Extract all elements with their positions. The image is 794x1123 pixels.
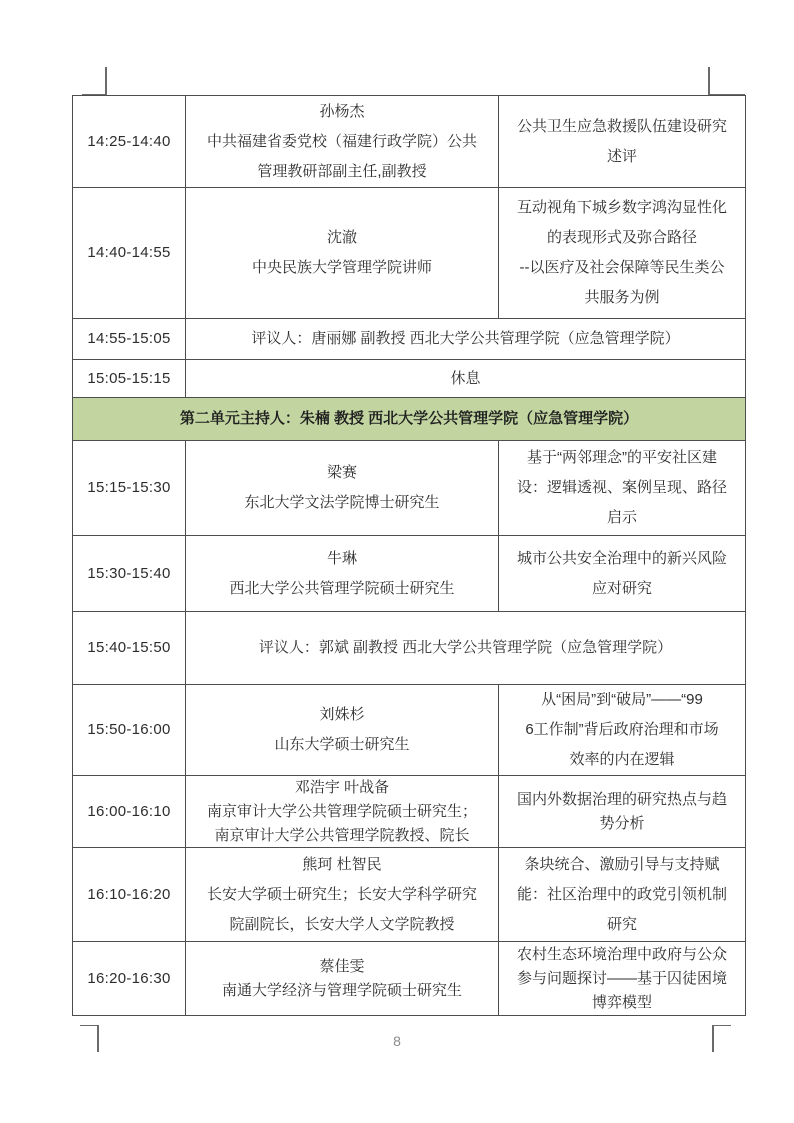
time-cell: 15:40-15:50 (73, 612, 186, 685)
title-line: 基于“两邻理念”的平安社区建 (527, 449, 717, 466)
schedule-row (73, 685, 746, 776)
schedule-row (73, 188, 746, 319)
speaker-cell (186, 188, 499, 319)
title-line: 从“困局”到“破局”——“99 (541, 691, 703, 708)
schedule-row (73, 360, 746, 398)
speaker-name: 沈澈 (326, 229, 357, 246)
schedule-row (73, 612, 746, 685)
speaker-affiliation-line: 中央民族大学管理学院讲师 (251, 259, 432, 276)
session-header-row (73, 398, 746, 441)
title-cell (499, 942, 746, 1016)
crop-mark-top-left (82, 67, 107, 95)
merged-cell: 评议人：唐丽娜 副教授 西北大学公共管理学院（应急管理学院） (186, 319, 746, 360)
merged-cell: 评议人：郭斌 副教授 西北大学公共管理学院（应急管理学院） (186, 612, 746, 685)
speaker-cell (186, 942, 499, 1016)
title-line: 博弈模型 (591, 993, 652, 1011)
speaker-name: 刘姝杉 (319, 706, 365, 723)
title-cell (499, 441, 746, 536)
speaker-affiliation-line: 西北大学公共管理学院硕士研究生 (229, 579, 455, 597)
title-line: 共服务为例 (584, 289, 660, 306)
speaker-name: 蔡佳雯 (319, 957, 365, 975)
speaker-affiliation-line: 中共福建省委党校（福建行政学院）公共 (206, 132, 477, 150)
title-cell (499, 776, 746, 848)
title-line: 农村生态环境治理中政府与公众 (516, 945, 727, 963)
title-line: 6工作制”背后政府治理和市场 (525, 721, 719, 738)
schedule-row (73, 96, 746, 188)
time-cell: 16:20-16:30 (73, 942, 186, 1016)
title-line: 能：社区治理中的政党引领机制 (516, 885, 727, 903)
title-line: --以医疗及社会保障等民生类公 (519, 259, 725, 276)
time-cell: 14:40-14:55 (73, 188, 186, 319)
schedule-row (73, 441, 746, 536)
speaker-cell (186, 685, 499, 776)
time-cell: 15:50-16:00 (73, 685, 186, 776)
title-line: 互动视角下城乡数字鸿沟显性化 (516, 199, 727, 216)
title-cell (499, 848, 746, 942)
title-line: 城市公共安全治理中的新兴风险 (516, 549, 727, 567)
title-cell (499, 188, 746, 319)
speaker-affiliation-line: 南京审计大学公共管理学院硕士研究生； (206, 802, 477, 820)
page-number: 8 (393, 1033, 401, 1049)
speaker-name: 熊珂 杜智民 (302, 855, 382, 873)
title-line: 启示 (606, 509, 637, 526)
speaker-affiliation-line: 东北大学文法学院博士研究生 (244, 494, 440, 511)
schedule-row (73, 776, 746, 848)
speaker-cell (186, 536, 499, 612)
title-line: 效率的内在逻辑 (569, 751, 675, 768)
time-cell: 14:25-14:40 (73, 96, 186, 188)
speaker-cell (186, 441, 499, 536)
session-chair-cell: 第二单元主持人：朱楠 教授 西北大学公共管理学院（应急管理学院） (73, 398, 746, 441)
speaker-name: 孙杨杰 (319, 102, 365, 120)
speaker-affiliation-line: 南通大学经济与管理学院硕士研究生 (221, 981, 462, 999)
time-cell: 14:55-15:05 (73, 319, 186, 360)
speaker-affiliation-line: 长安大学硕士研究生；长安大学科学研究 (206, 885, 477, 903)
title-line: 公共卫生应急救援队伍建设研究 (516, 117, 727, 135)
crop-mark-top-right (708, 67, 745, 95)
schedule-row (73, 848, 746, 942)
title-line: 参与问题探讨——基于囚徒困境 (516, 969, 727, 987)
title-line: 条块统合、激励引导与支持赋 (524, 855, 720, 873)
merged-cell: 休息 (186, 360, 746, 398)
speaker-affiliation-line: 山东大学硕士研究生 (274, 736, 410, 753)
time-cell: 16:10-16:20 (73, 848, 186, 942)
title-cell (499, 536, 746, 612)
time-cell: 15:15-15:30 (73, 441, 186, 536)
speaker-cell (186, 96, 499, 188)
schedule-row (73, 536, 746, 612)
title-line: 设：逻辑透视、案例呈现、路径 (516, 479, 727, 496)
speaker-name: 牛琳 (326, 549, 357, 567)
schedule-row (73, 942, 746, 1016)
conference-schedule-table (72, 95, 746, 1016)
time-cell: 15:30-15:40 (73, 536, 186, 612)
speaker-affiliation-line: 管理教研部副主任,副教授 (257, 162, 427, 180)
speaker-cell (186, 848, 499, 942)
title-cell (499, 96, 746, 188)
schedule-row (73, 319, 746, 360)
time-cell: 16:00-16:10 (73, 776, 186, 848)
title-line: 势分析 (599, 814, 645, 832)
title-cell (499, 685, 746, 776)
speaker-name: 梁赛 (326, 464, 357, 481)
title-line: 的表现形式及弥合路径 (546, 229, 697, 246)
title-line: 研究 (606, 915, 637, 933)
speaker-affiliation-line: 院副院长，长安大学人文学院教授 (229, 915, 455, 933)
title-line: 述评 (606, 147, 637, 165)
speaker-name: 邓浩宇 叶战备 (294, 778, 390, 796)
speaker-affiliation-line: 南京审计大学公共管理学院教授、院长 (214, 826, 470, 844)
speaker-cell (186, 776, 499, 848)
time-cell: 15:05-15:15 (73, 360, 186, 398)
title-line: 国内外数据治理的研究热点与趋 (516, 790, 727, 808)
title-line: 应对研究 (591, 579, 652, 597)
